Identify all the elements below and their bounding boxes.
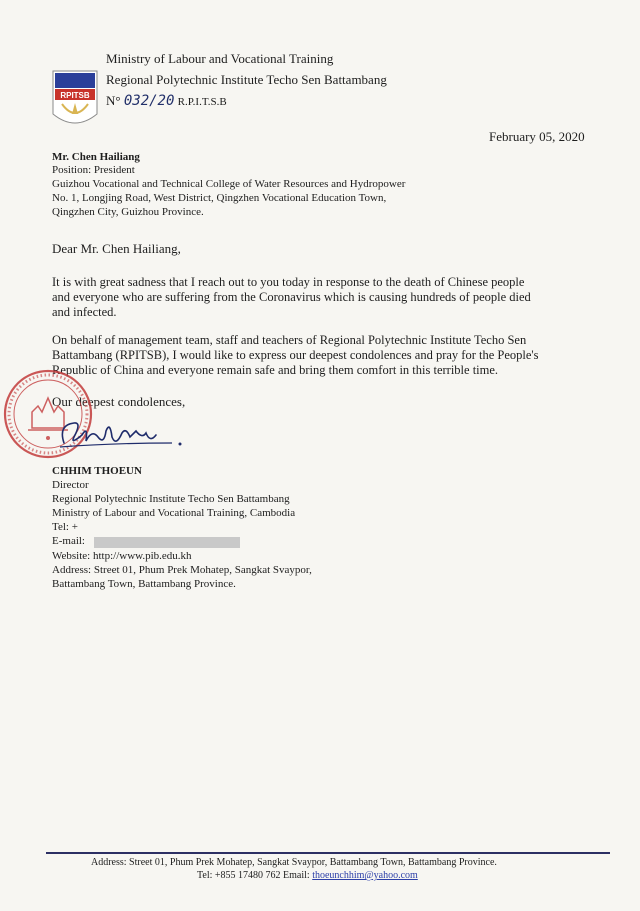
letter-date: February 05, 2020 xyxy=(489,129,585,144)
institute-logo xyxy=(52,70,98,130)
institute-name: Regional Polytechnic Institute Techo Sen Battambang xyxy=(106,72,387,87)
closing: Our deepest condolences, xyxy=(52,394,186,409)
salutation: Dear Mr. Chen Hailiang, xyxy=(52,241,181,256)
signatory-address-2: Battambang Town, Battambang Province. xyxy=(52,578,236,590)
paragraph-2-line: On behalf of management team, staff and teachers of Regional Polytechnic Institute Techo Sen xyxy=(52,333,527,347)
signatory-ministry: Ministry of Labour and Vocational Training, Cambodia xyxy=(52,507,296,519)
handwritten-signature xyxy=(52,413,186,455)
footer-email-link[interactable]: thoeunchhim@yahoo.com xyxy=(312,870,418,881)
paragraph-2-line: Republic of China and everyone remain safe and bring them comfort in this terrible time. xyxy=(52,363,499,377)
signatory-org: Regional Polytechnic Institute Techo Sen Battambang xyxy=(52,493,290,505)
ref-suffix: R.P.I.T.S.B xyxy=(177,96,227,108)
signatory-tel: Tel: + xyxy=(52,521,78,533)
paragraph-1-line: and everyone who are suffering from the Coronavirus which is causing hundreds of people died xyxy=(52,290,531,304)
footer-address: Address: Street 01, Phum Prek Mohatep, Sangkat Svaypor, Battambang Town, Battambang Province. xyxy=(91,857,497,868)
recipient-org: Guizhou Vocational and Technical College of Water Resources and Hydropower xyxy=(52,178,406,190)
footer-divider xyxy=(46,852,610,854)
logo-text: RPITSB xyxy=(60,91,90,100)
paragraph-1-line: and infected. xyxy=(52,305,117,319)
recipient-name: Mr. Chen Hailiang xyxy=(52,151,140,163)
signatory-website: Website: http://www.pib.edu.kh xyxy=(52,550,192,562)
reference-line xyxy=(106,93,227,109)
signatory-email: E-mail: xyxy=(52,535,85,547)
recipient-address-1: No. 1, Longjing Road, West District, Qingzhen Vocational Education Town, xyxy=(52,192,387,204)
ministry-name: Ministry of Labour and Vocational Training xyxy=(106,51,334,66)
paragraph-1-line: It is with great sadness that I reach out to you today in response to the death of Chinese people xyxy=(52,275,525,289)
footer-tel: Tel: +855 17480 762 Email: xyxy=(197,870,310,881)
ref-number: 032/20 xyxy=(123,93,175,109)
recipient-address-2: Qingzhen City, Guizhou Province. xyxy=(52,206,204,218)
signatory-name: CHHIM THOEUN xyxy=(52,465,142,477)
redacted-email xyxy=(94,537,240,548)
footer-contact xyxy=(197,870,418,881)
signatory-address-1: Address: Street 01, Phum Prek Mohatep, Sangkat Svaypor, xyxy=(52,564,312,576)
paragraph-2-line: Battambang (RPITSB), I would like to express our deepest condolences and pray for the People's xyxy=(52,348,539,362)
recipient-position: Position: President xyxy=(52,164,135,176)
signatory-title: Director xyxy=(52,479,89,491)
ref-prefix: N° xyxy=(106,93,121,108)
